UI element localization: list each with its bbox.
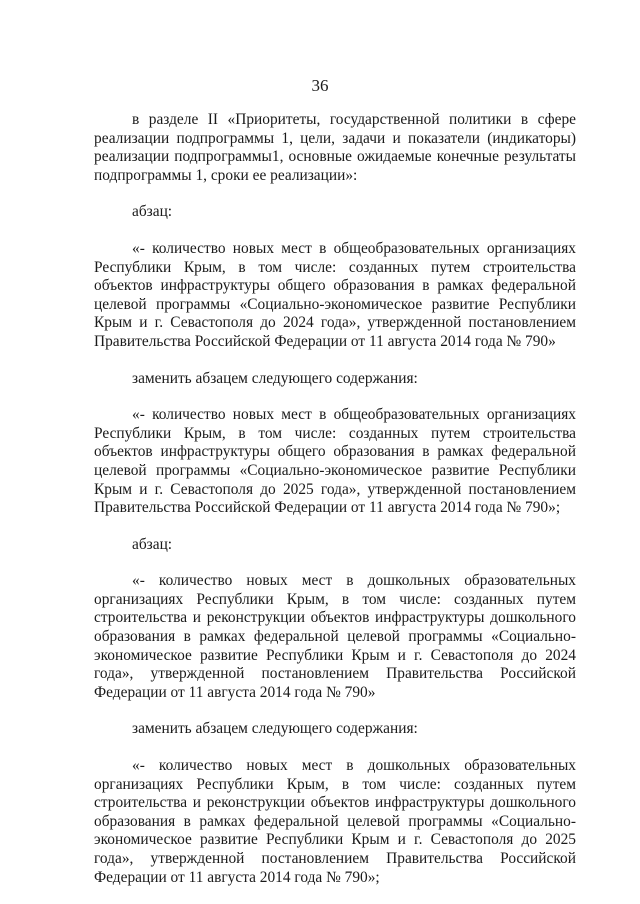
paragraph-section-intro: в разделе II «Приоритеты, государственной политики в сфере реализации подпрограммы 1, цели, задачи и показатели (индикаторы) реализации подпрограммы1, основные ожидаемые конечные результаты подпрограммы 1, сроки ее реализации»: — [94, 111, 576, 184]
label-paragraph-2: абзац: — [132, 535, 173, 553]
document-body — [94, 111, 576, 887]
paragraph-new-preschool-education: «- количество новых мест в дошкольных образовательных организациях Республики Крым, в том числе: созданных путем строительства и реконструкции объектов инфраструктуры дошкольного образования в рамках федеральной целевой программы «Социально-экономическое развитие Республики Крым и г. Севастополя до 2025 года», утвержденной постановлением Правительства Российской Федерации от 11 августа 2014 года № 790»; — [94, 757, 576, 886]
label-replace-2: заменить абзацем следующего содержания: — [132, 720, 418, 738]
page-number: 36 — [311, 76, 329, 95]
paragraph-old-general-education: «- количество новых мест в общеобразовательных организациях Республики Крым, в том числе: созданных путем строительства объектов инфраструктуры общего образования в рамках федеральной целевой программы «Социально-экономическое развитие Республики Крым и г. Севастополя до 2024 года», утвержденной постановлением Правительства Российской Федерации от 11 августа 2014 года № 790» — [94, 239, 576, 350]
paragraph-new-general-education: «- количество новых мест в общеобразовательных организациях Республики Крым, в том числе: созданных путем строительства объектов инфраструктуры общего образования в рамках федеральной целевой программы «Социально-экономическое развитие Республики Крым и г. Севастополя до 2025 года», утвержденной постановлением Правительства Российской Федерации от 11 августа 2014 года № 790»; — [94, 406, 576, 517]
label-replace-1: заменить абзацем следующего содержания: — [132, 369, 418, 387]
label-paragraph-1: абзац: — [132, 203, 173, 221]
paragraph-old-preschool-education: «- количество новых мест в дошкольных образовательных организациях Республики Крым, в том числе: созданных путем строительства и реконструкции объектов инфраструктуры дошкольного образования в рамках федеральной целевой программы «Социально-экономическое развитие Республики Крым и г. Севастополя до 2024 года», утвержденной постановлением Правительства Российской Федерации от 11 августа 2014 года № 790» — [94, 572, 576, 701]
